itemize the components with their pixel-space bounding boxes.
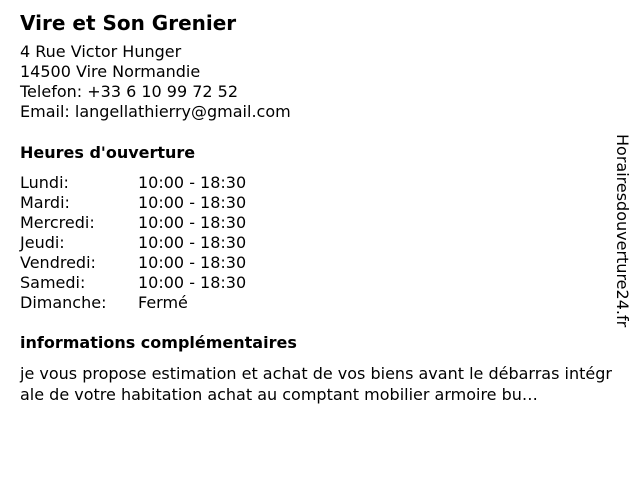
hours-time: 10:00 - 18:30 bbox=[138, 213, 247, 232]
hours-time: 10:00 - 18:30 bbox=[138, 173, 247, 192]
info-title: informations complémentaires bbox=[20, 333, 297, 352]
hours-day: Lundi: bbox=[20, 173, 69, 192]
hours-time: 10:00 - 18:30 bbox=[138, 253, 247, 272]
hours-row-thursday bbox=[20, 233, 620, 253]
info-description: je vous propose estimation et achat de vos biens avant le débarras intégrale de votre habitation achat au comptant mobilier armoire bu… bbox=[20, 364, 612, 404]
business-card bbox=[20, 10, 620, 405]
hours-row-saturday bbox=[20, 273, 620, 293]
hours-day: Samedi: bbox=[20, 273, 86, 292]
hours-time: Fermé bbox=[138, 293, 188, 312]
address-city: 14500 Vire Normandie bbox=[20, 62, 201, 81]
hours-row-tuesday bbox=[20, 193, 620, 213]
hours-row-monday bbox=[20, 173, 620, 193]
hours-day: Vendredi: bbox=[20, 253, 96, 272]
hours-day: Mercredi: bbox=[20, 213, 95, 232]
hours-title: Heures d'ouverture bbox=[20, 143, 196, 162]
hours-day: Dimanche: bbox=[20, 293, 107, 312]
business-name: Vire et Son Grenier bbox=[20, 11, 237, 35]
hours-time: 10:00 - 18:30 bbox=[138, 193, 247, 212]
email-line: Email: langellathierry@gmail.com bbox=[20, 102, 291, 121]
phone-line: Telefon: +33 6 10 99 72 52 bbox=[20, 82, 239, 101]
address-street: 4 Rue Victor Hunger bbox=[20, 42, 182, 61]
hours-day: Mardi: bbox=[20, 193, 70, 212]
hours-row-friday bbox=[20, 253, 620, 273]
site-watermark: Horairesdouverture24.fr bbox=[613, 134, 632, 328]
hours-time: 10:00 - 18:30 bbox=[138, 273, 247, 292]
hours-row-sunday bbox=[20, 293, 620, 313]
hours-day: Jeudi: bbox=[20, 233, 65, 252]
hours-time: 10:00 - 18:30 bbox=[138, 233, 247, 252]
hours-row-wednesday bbox=[20, 213, 620, 233]
